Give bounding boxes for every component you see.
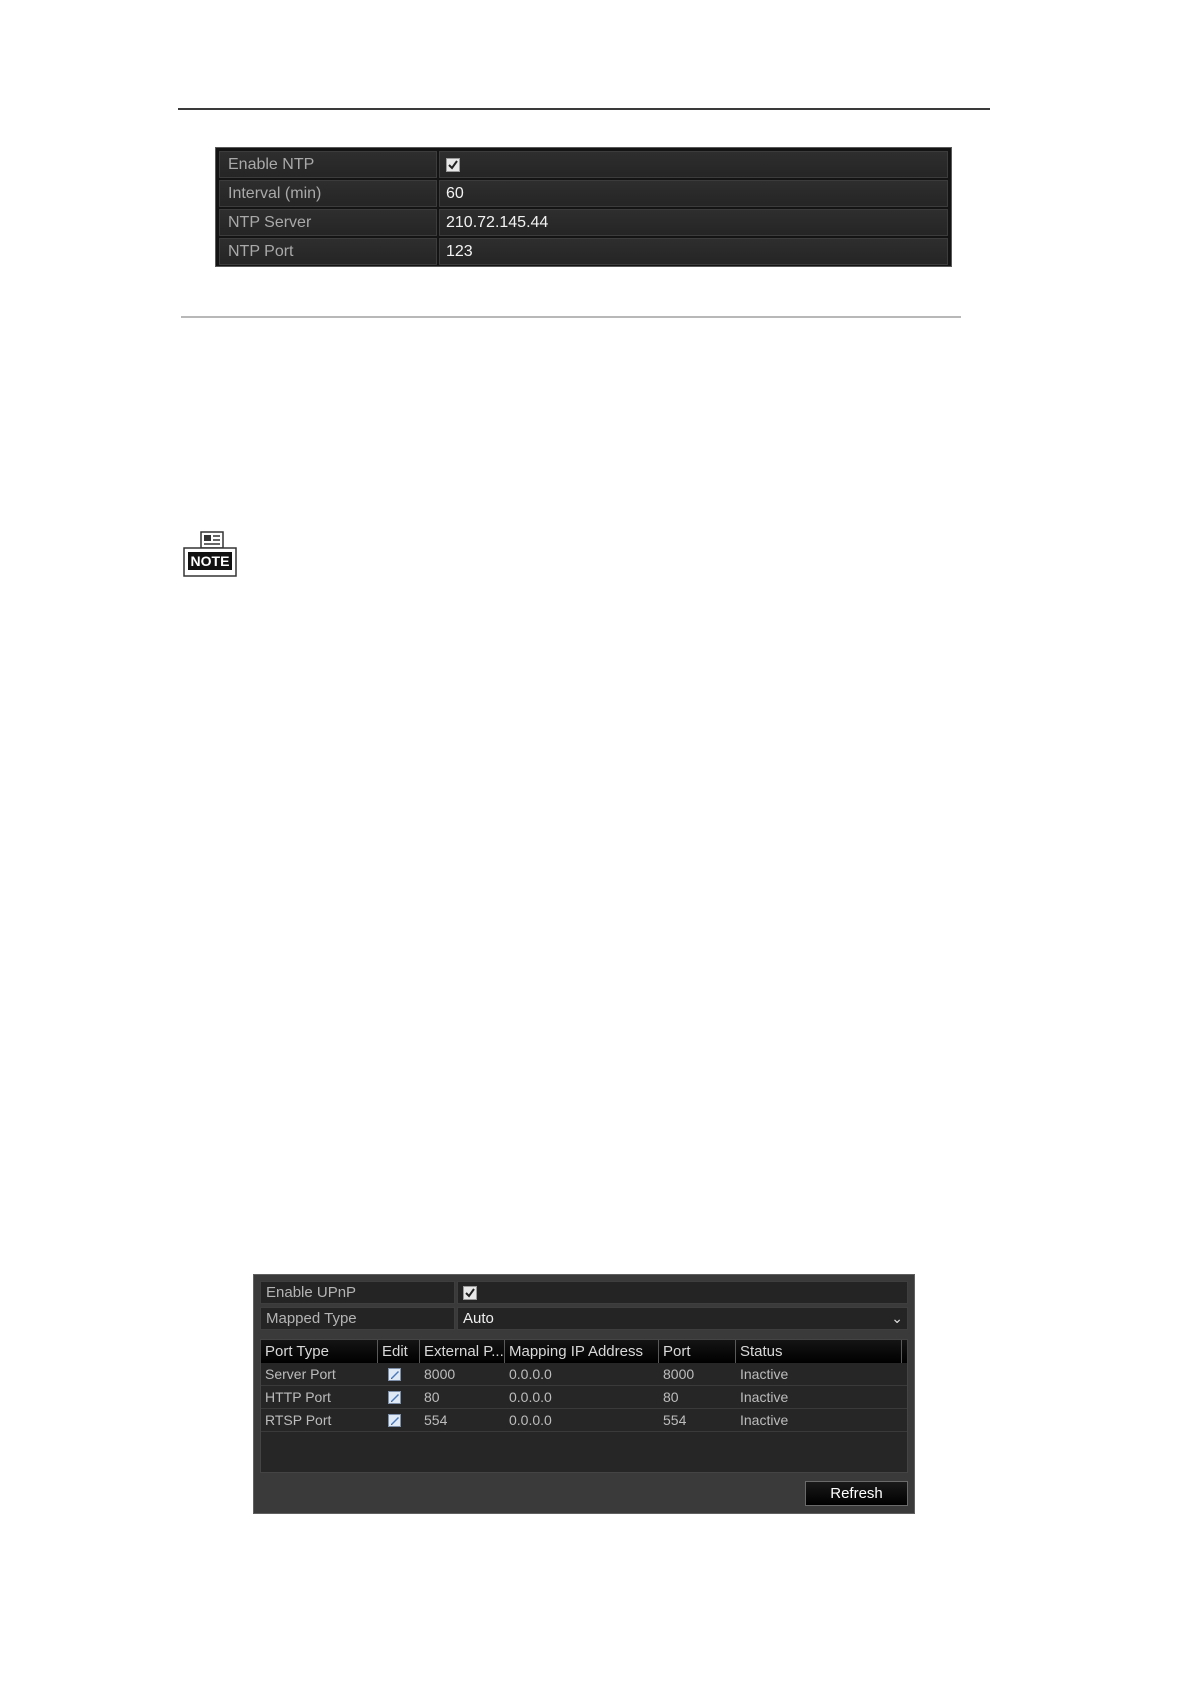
port-type-cell: Server Port — [265, 1366, 336, 1382]
port-cell: 554 — [663, 1412, 687, 1428]
upnp-settings-panel — [253, 1274, 915, 1514]
ntp-port-field[interactable]: 123 — [439, 238, 948, 265]
note-icon — [181, 530, 239, 578]
edit-icon[interactable] — [388, 1368, 401, 1381]
ntp-server-label: NTP Server — [219, 209, 437, 236]
status-cell: Inactive — [740, 1366, 789, 1382]
status-cell: Inactive — [740, 1389, 789, 1405]
upnp-row-mapped-type — [260, 1307, 908, 1330]
mapping-ip-cell: 0.0.0.0 — [509, 1412, 552, 1428]
ntp-row-enable — [219, 151, 948, 178]
table-row[interactable] — [261, 1409, 907, 1432]
upnp-enable-cell — [457, 1281, 908, 1304]
column-header-edit[interactable]: Edit — [378, 1340, 420, 1363]
edit-cell — [378, 1409, 420, 1431]
column-header-port[interactable]: Port — [659, 1340, 736, 1363]
checkmark-icon — [464, 1287, 476, 1299]
ntp-row-port — [219, 238, 948, 265]
top-divider — [178, 108, 990, 110]
section-divider — [181, 316, 961, 318]
status-cell: Inactive — [740, 1412, 789, 1428]
table-header — [261, 1340, 907, 1363]
ntp-row-interval — [219, 180, 948, 207]
edit-cell — [378, 1386, 420, 1408]
external-port-cell: 8000 — [424, 1366, 456, 1382]
note-icon-label: NOTE — [190, 553, 230, 569]
upnp-enable-label: Enable UPnP — [260, 1281, 455, 1304]
edit-icon[interactable] — [388, 1391, 401, 1404]
upnp-row-enable — [260, 1281, 908, 1304]
enable-ntp-checkbox[interactable] — [446, 158, 460, 172]
port-type-cell: RTSP Port — [265, 1412, 332, 1428]
column-header-port-type[interactable]: Port Type — [261, 1340, 378, 1363]
refresh-button[interactable]: Refresh — [805, 1481, 908, 1506]
port-cell: 80 — [663, 1389, 679, 1405]
column-header-status[interactable]: Status — [736, 1340, 902, 1363]
mapped-type-value: Auto — [463, 1310, 494, 1327]
ntp-server-field[interactable]: 210.72.145.44 — [439, 209, 948, 236]
port-mapping-table — [260, 1339, 908, 1473]
ntp-settings-panel — [215, 147, 952, 267]
port-type-cell: HTTP Port — [265, 1389, 331, 1405]
table-row[interactable] — [261, 1386, 907, 1409]
external-port-cell: 554 — [424, 1412, 448, 1428]
ntp-interval-field[interactable]: 60 — [439, 180, 948, 207]
edit-icon[interactable] — [388, 1414, 401, 1427]
mapped-type-select[interactable] — [457, 1307, 908, 1330]
column-header-external-port[interactable]: External P... — [420, 1340, 505, 1363]
external-port-cell: 80 — [424, 1389, 440, 1405]
column-header-mapping-ip[interactable]: Mapping IP Address — [505, 1340, 659, 1363]
mapping-ip-cell: 0.0.0.0 — [509, 1389, 552, 1405]
mapped-type-label: Mapped Type — [260, 1307, 455, 1330]
ntp-port-label: NTP Port — [219, 238, 437, 265]
ntp-row-server — [219, 209, 948, 236]
port-cell: 8000 — [663, 1366, 695, 1382]
ntp-interval-label: Interval (min) — [219, 180, 437, 207]
table-row[interactable] — [261, 1363, 907, 1386]
chevron-down-icon: ⌄ — [891, 1310, 903, 1326]
edit-cell — [378, 1363, 420, 1385]
ntp-enable-cell — [439, 151, 948, 178]
checkmark-icon — [447, 159, 459, 171]
ntp-enable-label: Enable NTP — [219, 151, 437, 178]
mapping-ip-cell: 0.0.0.0 — [509, 1366, 552, 1382]
enable-upnp-checkbox[interactable] — [463, 1286, 477, 1300]
